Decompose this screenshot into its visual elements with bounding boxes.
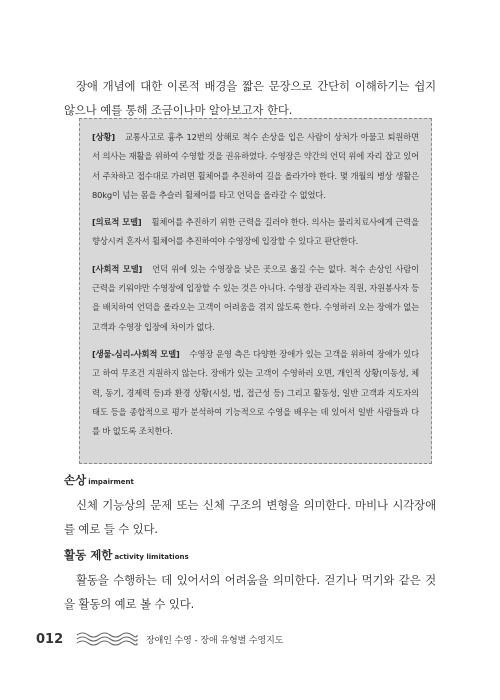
section-title: 활동 제한 — [64, 548, 113, 562]
example-text: 수영장 운영 측은 다양한 장애가 있는 고객을 위하여 장애가 있다고 하여 무조건 지원하지 않는다. 장애가 있는 고객이 수영하러 오면, 개인적 상황(이동성, 체력, 동기, 경제력 등)과 환경 상황(시설, 법, 접근성 등) 그리고 활동성, 일반 고객과 지도자의 태도 등을 종합적으로 평가 분석하여 기능적으로 수영을 배우는 데 있어서 일반 사람들과 다를 바 없도록 조치한다. — [92, 348, 419, 437]
wave-icon — [76, 630, 138, 648]
example-tag: [상황] — [92, 132, 116, 142]
example-biopsychosocial-model — [92, 345, 419, 441]
section-title-en: impairment — [88, 478, 134, 486]
example-text: 교통사고로 흉추 12번의 상해로 척수 손상을 입은 사람이 상처가 아물고 퇴원하면서 의사는 재활을 위하여 수영할 것을 권유하였다. 수영장은 약간의 언덕 위에 자리 잡고 있어서 주차하고 접수대로 가려면 휠체어를 추진하여 길을 올라가야 한다. 몇 개월의 병상 생활은 80kg이 넘는 몸을 추슬러 휠체어를 타고 언덕을 올라갈 수 없었다. — [92, 132, 419, 200]
page-footer — [36, 628, 456, 650]
example-text: 휠체어를 추진하기 위한 근력을 길러야 한다. 의사는 물리치료사에게 근력을 향상시켜 혼자서 휠체어를 추진하여야 수영장에 입장할 수 있다고 판단한다. — [92, 217, 419, 247]
section-body-activity-limitations: 활동을 수행하는 데 있어서의 어려움을 의미한다. 걷기나 먹기와 같은 것을 활동의 예로 볼 수 있다. — [64, 573, 436, 611]
section-body-impairment: 신체 기능상의 문제 또는 신체 구조의 변형을 의미한다. 마비나 시각장애를 예로 들 수 있다. — [64, 498, 436, 536]
example-text: 언덕 위에 있는 수영장을 낮은 곳으로 옮길 수는 없다. 척수 손상인 사람이 근력을 키워야만 수영장에 입장할 수 있는 것은 아니다. 수영장 관리자는 직원, 자원봉사자 등을 배치하여 언덕을 올라오는 고객이 어려움을 겪지 않도록 한다. 수영하러 오는 장애가 없는 고객과 수영장 입장에 차이가 없다. — [92, 263, 419, 332]
example-tag: [의료적 모델] — [92, 217, 142, 228]
example-situation — [92, 128, 419, 205]
intro-paragraph: 장애 개념에 대한 이론적 배경을 짧은 문장으로 간단히 이해하기는 쉽지 않으나 예를 통해 조금이나마 알아보고자 한다. — [64, 79, 436, 117]
section-title: 손상 — [64, 473, 87, 487]
example-medical-model — [92, 213, 419, 252]
page-number: 012 — [36, 631, 64, 647]
section-title-en: activity limitations — [114, 553, 189, 561]
section-heading-activity-limitations — [64, 547, 189, 563]
example-social-model — [92, 260, 419, 337]
example-tag: [생물-심리-사회적 모델] — [92, 348, 180, 359]
example-box — [79, 118, 432, 464]
example-tag: [사회적 모델] — [92, 263, 143, 274]
section-heading-impairment — [64, 472, 134, 488]
running-head: 장애인 수영 - 장애 유형별 수영지도 — [146, 635, 284, 646]
